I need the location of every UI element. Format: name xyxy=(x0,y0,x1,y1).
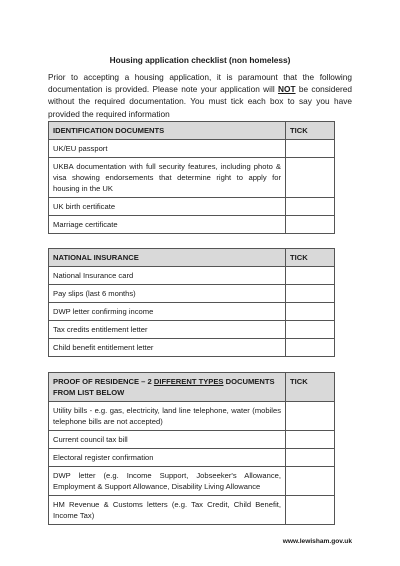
intro-paragraph xyxy=(48,71,352,120)
intro-not-emphasis: NOT xyxy=(278,84,296,95)
tick-header: TICK xyxy=(286,122,335,140)
table-row xyxy=(49,402,335,431)
tick-box[interactable] xyxy=(286,140,335,158)
checklist-item: DWP letter (e.g. Income Support, Jobseeker's Allowance, Employment & Support Allowance, Disability Living Allowance xyxy=(49,467,286,496)
checklist-item: National Insurance card xyxy=(49,267,286,285)
table-header-row xyxy=(49,122,335,140)
intro-text-2: be considered without the required documentation. You must tick each box to say you have provided the required information xyxy=(48,84,352,119)
table-header-row xyxy=(49,249,335,267)
checklist-item: UK/EU passport xyxy=(49,140,286,158)
table-row xyxy=(49,496,335,525)
checklist-item: Child benefit entitlement letter xyxy=(49,339,286,357)
tick-box[interactable] xyxy=(286,303,335,321)
table-row xyxy=(49,303,335,321)
checklist-item: Tax credits entitlement letter xyxy=(49,321,286,339)
table-row xyxy=(49,216,335,234)
tick-box[interactable] xyxy=(286,431,335,449)
checklist-item: Pay slips (last 6 months) xyxy=(49,285,286,303)
national-insurance-header: NATIONAL INSURANCE xyxy=(49,249,286,267)
checklist-item: UKBA documentation with full security features, including photo & visa showing endorsements that determine right to apply for housing in the UK xyxy=(49,158,286,198)
table-row xyxy=(49,449,335,467)
table-row xyxy=(49,321,335,339)
website-footer: www.lewisham.gov.uk xyxy=(282,538,352,545)
table-row xyxy=(49,467,335,496)
residence-header xyxy=(49,373,286,402)
checklist-item: Electoral register confirmation xyxy=(49,449,286,467)
residence-header-underlined: DIFFERENT TYPES xyxy=(153,377,224,386)
document-title: Housing application checklist (non homeless) xyxy=(109,55,291,65)
intro-text-1: Prior to accepting a housing application, it is paramount that the following documentation is provided. Please note your application will xyxy=(48,72,352,95)
table-row xyxy=(49,431,335,449)
table-header-row xyxy=(49,373,335,402)
tick-box[interactable] xyxy=(286,285,335,303)
tick-header: TICK xyxy=(286,373,335,402)
tick-box[interactable] xyxy=(286,496,335,525)
tick-box[interactable] xyxy=(286,321,335,339)
table-row xyxy=(49,339,335,357)
checklist-item: DWP letter confirming income xyxy=(49,303,286,321)
table-row xyxy=(49,140,335,158)
residence-header-text-1: PROOF OF RESIDENCE – 2 xyxy=(53,377,154,386)
checklist-item: Marriage certificate xyxy=(49,216,286,234)
tick-box[interactable] xyxy=(286,198,335,216)
table-row xyxy=(49,198,335,216)
tick-box[interactable] xyxy=(286,467,335,496)
table-row xyxy=(49,267,335,285)
identification-documents-table xyxy=(48,121,335,234)
checklist-item: Utility bills - e.g. gas, electricity, land line telephone, water (mobiles telephone bills are not accepted) xyxy=(49,402,286,431)
residence-header-text-2: DOCUMENTS FROM LIST BELOW xyxy=(53,377,275,397)
checklist-item: Current council tax bill xyxy=(49,431,286,449)
table-row xyxy=(49,285,335,303)
identification-header: IDENTIFICATION DOCUMENTS xyxy=(49,122,286,140)
proof-of-residence-table xyxy=(48,372,335,525)
tick-box[interactable] xyxy=(286,216,335,234)
tick-box[interactable] xyxy=(286,449,335,467)
tick-box[interactable] xyxy=(286,402,335,431)
national-insurance-table xyxy=(48,248,335,357)
tick-box[interactable] xyxy=(286,267,335,285)
tick-box[interactable] xyxy=(286,339,335,357)
table-row xyxy=(49,158,335,198)
tick-header: TICK xyxy=(286,249,335,267)
checklist-item: UK birth certificate xyxy=(49,198,286,216)
tick-box[interactable] xyxy=(286,158,335,198)
checklist-item: HM Revenue & Customs letters (e.g. Tax Credit, Child Benefit, Income Tax) xyxy=(49,496,286,525)
